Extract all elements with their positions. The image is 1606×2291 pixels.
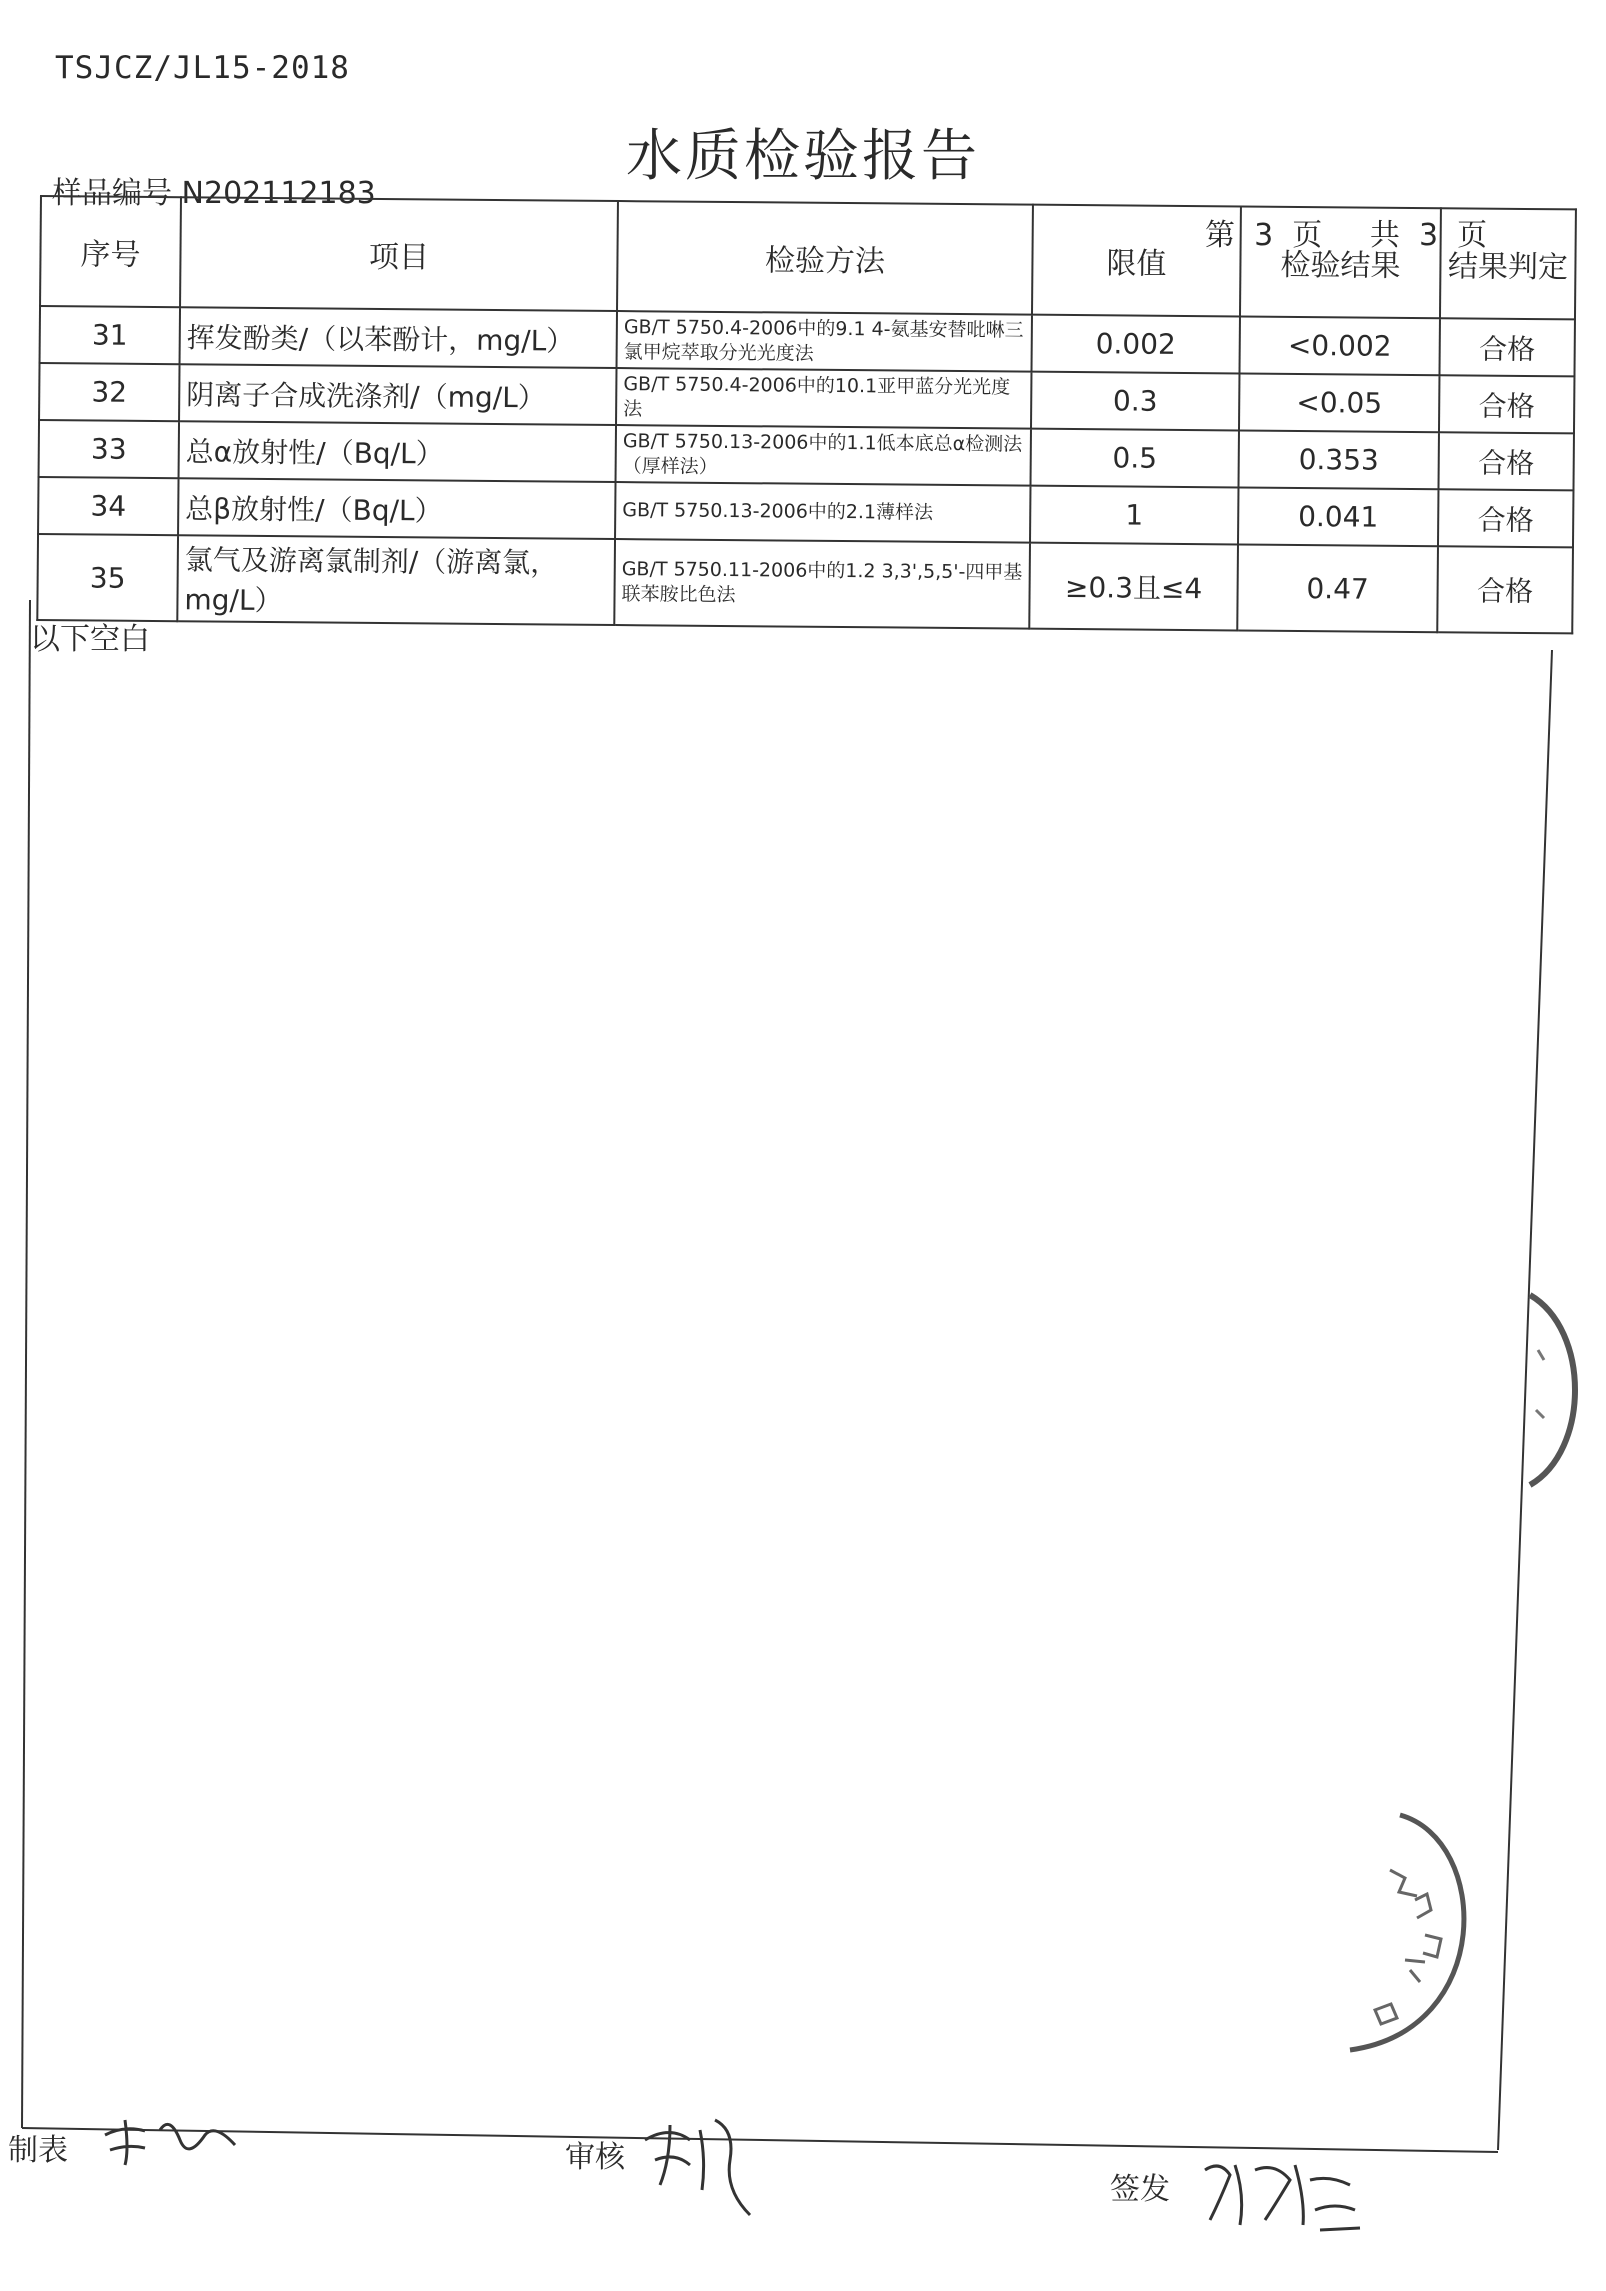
col-header: 序号 [40,196,181,307]
row-limit: 0.002 [1031,315,1239,374]
col-header: 检验方法 [617,201,1033,315]
row-limit: 0.5 [1031,429,1239,488]
row-result: 0.47 [1237,544,1438,632]
blank-note: 以下空白 [30,622,150,657]
row-verdict: 合格 [1437,546,1573,633]
row-item: 氯气及游离氯制剂/（游离氯，mg/L） [177,535,615,625]
row-result: 0.041 [1238,487,1438,546]
form-code: TSJCZ/JL15-2018 [55,50,350,86]
row-limit: 0.3 [1031,372,1239,431]
issued-signature-icon [1195,2150,1365,2240]
row-verdict: 合格 [1438,489,1573,547]
row-item: 阴离子合成洗涤剂/（mg/L） [179,364,616,425]
col-header: 检验结果 [1240,206,1441,318]
row-verdict: 合格 [1439,318,1574,376]
col-header: 结果判定 [1440,208,1576,319]
prepared-signature-icon [100,2100,260,2180]
row-no: 31 [40,306,180,364]
col-header: 项目 [180,197,618,311]
reviewed-label: 审核 [565,2140,625,2175]
page-info: 第 3 页 共 3 页 [1205,218,1488,253]
row-no: 33 [39,420,179,478]
row-verdict: 合格 [1438,432,1573,490]
row-item: 挥发酚类/（以苯酚计，mg/L） [180,307,617,368]
row-method: GB/T 5750.4-2006中的10.1亚甲蓝分光光度法 [616,368,1031,429]
row-limit: 1 [1030,486,1238,545]
row-method: GB/T 5750.4-2006中的9.1 4-氨基安替吡啉三氯甲烷萃取分光光度法 [617,311,1032,372]
report-title: 水质检验报告 [626,124,980,189]
row-limit: ≥0.3且≤4 [1029,543,1238,631]
issued-label: 签发 [1110,2172,1170,2207]
official-seal-partial-icon [1520,1290,1606,1490]
row-method: GB/T 5750.11-2006中的1.2 3,3',5,5'-四甲基联苯胺比色法 [614,539,1030,629]
row-verdict: 合格 [1439,375,1574,433]
reviewed-signature-icon [640,2100,780,2220]
row-item: 总α放射性/（Bq/L） [179,421,616,482]
row-method: GB/T 5750.13-2006中的1.1低本底总α检测法（厚样法） [616,425,1031,486]
sample-label: 样品编号 [52,176,172,211]
sample-value: N202112183 [181,176,376,211]
prepared-label: 制表 [8,2133,68,2168]
row-result: <0.05 [1239,373,1439,432]
row-item: 总β放射性/（Bq/L） [178,478,615,539]
row-method: GB/T 5750.13-2006中的2.1薄样法 [615,482,1030,543]
row-no: 34 [38,477,178,535]
row-result: 0.353 [1238,430,1438,489]
row-result: <0.002 [1239,316,1439,375]
official-seal-icon [1320,1810,1500,2060]
row-no: 35 [37,534,178,621]
col-header: 限值 [1032,205,1241,317]
row-no: 32 [39,363,179,421]
